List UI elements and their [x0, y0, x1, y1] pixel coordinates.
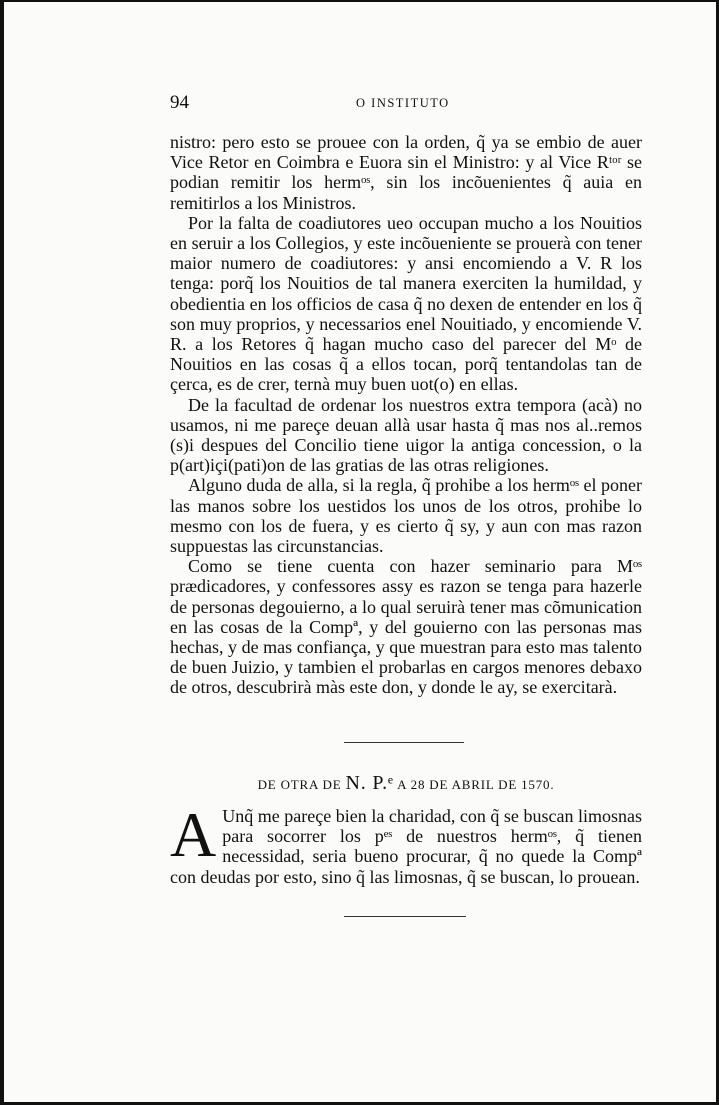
letter-body: [170, 799, 642, 887]
paragraph: Alguno duda de alla, si la regla, q̃ prohibe a los hermᵒˢ el poner las manos sobre los uestidos los unos de los otros, prohibe lo mesmo con los de fuera, y es cierto q̃ sy, y aun con mas razon suppuestas las circunstancias.: [170, 475, 642, 557]
letter-heading-name: N. P.ᵉ: [345, 772, 394, 794]
letter-text: Unq̃ me pareçe bien la charidad, con q̃ se buscan limosnas para socorrer los pᵉˢ de nuestros hermᵒˢ, q̃ tienen necessidad, seria bueno procurar, q̃ no quede la Compª con deudas por esto, sino q̃ las limosnas, q̃ se buscan, lo prouean.: [170, 806, 642, 887]
letter-heading-date: A 28 DE ABRIL DE 1570.: [397, 777, 555, 792]
paragraph: nistro: pero esto se prouee con la orden, q̃ ya se embio de auer Vice Retor en Coimbra e Euora sin el Ministro: y al Vice Rᵗᵒʳ se podian remitir los hermᵒˢ, sin los incõuenientes q̃ auia en remitirlos a los Ministros.: [170, 132, 642, 213]
body-text: [170, 132, 642, 698]
drop-cap: A: [170, 799, 217, 870]
book-page: [4, 2, 716, 1102]
page-number: 94: [170, 92, 189, 113]
page-header: [170, 92, 640, 118]
section-divider: [344, 742, 464, 743]
end-divider: [344, 916, 466, 917]
letter-heading-prefix: DE OTRA DE: [257, 777, 342, 792]
running-head: O INSTITUTO: [356, 96, 450, 110]
paragraph: De la facultad de ordenar los nuestros extra tempora (acà) no usamos, ni me pareçe deuan allà usar hasta q̃ mas nos al..remos (s)i despues del Concilio tiene uigor la antiga concession, o la p(art)içi(pati)on de las gratias de las otras religiones.: [170, 394, 642, 476]
letter-heading: [170, 772, 642, 795]
paragraph: Como se tiene cuenta con hazer seminario para Mᵒˢ prædicadores, y confessores assy es razon se tenga para hazerle de personas degouierno, a lo qual seruirà tener mas cõmunication en las cosas de la Compª, y del gouierno con las personas mas hechas, y de mas confiança, y que muestran para esto mas talento de buen Juizio, y tambien el probarlas en cargos menores debaxo de otros, descubrirà màs este don, y donde le ay, se exercitarà.: [170, 556, 642, 698]
paragraph: Por la falta de coadiutores ueo occupan mucho a los Nouitios en seruir a los Collegios, y este incõueniente se prouerà con tener maior numero de coadiutores: y ansi encomiendo a V. R los tenga: porq̃ los Nouitios de tal manera exerciten la humildad, y obedientia en los officios de casa q̃ no dexen de entender en los q̃ son muy proprios, y necessarios enel Nouitiado, y encomiende V. R. a los Retores q̃ hagan mucho caso del parecer del Mᵒ de Nouitios en las cosas q̃ a ellos tocan, porq̃ tentandolas tan de çerca, es de crer, ternà muy buen uot(o) en ellas.: [170, 212, 642, 395]
